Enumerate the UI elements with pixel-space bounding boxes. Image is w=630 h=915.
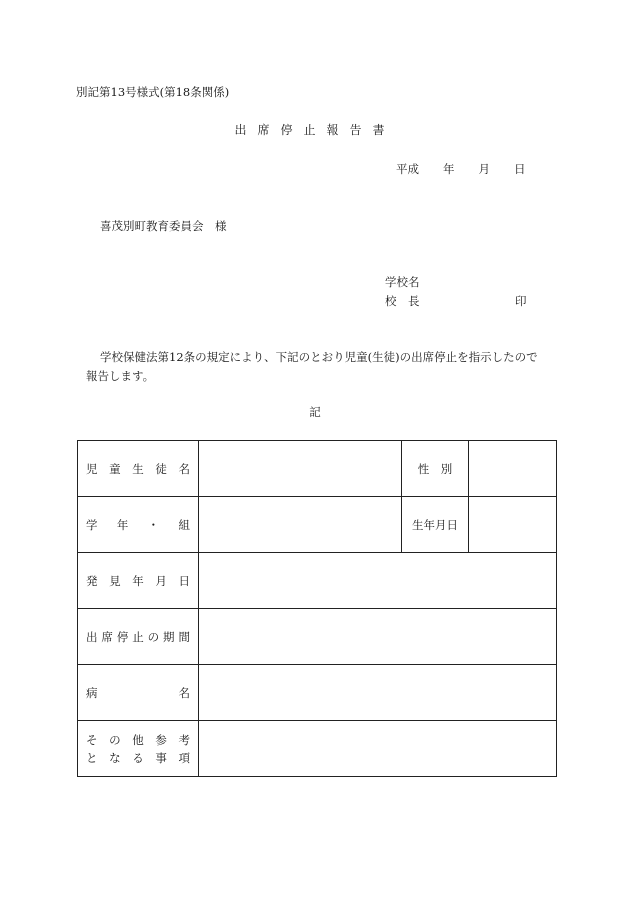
grade-class-label xyxy=(78,497,199,553)
table-row xyxy=(78,553,557,609)
label-char: る xyxy=(132,750,144,765)
label-char: 童 xyxy=(109,461,121,476)
table-row xyxy=(78,665,557,721)
label-char: 席 xyxy=(101,629,113,644)
other-notes-label xyxy=(78,721,199,777)
suspension-period-label xyxy=(78,609,199,665)
discovery-date-field[interactable] xyxy=(199,553,557,609)
date-year-label: 年 xyxy=(443,162,455,176)
table-row xyxy=(78,497,557,553)
suspension-period-field[interactable] xyxy=(199,609,557,665)
label-char: 年 xyxy=(132,573,144,588)
label-char: 生 xyxy=(132,461,144,476)
student-name-field[interactable] xyxy=(199,441,402,497)
label-char: 項 xyxy=(178,750,190,765)
label-char: 発 xyxy=(86,573,98,588)
school-block xyxy=(385,273,530,311)
label-char: 学 xyxy=(86,517,98,532)
label-char: な xyxy=(109,750,121,765)
label-char: の xyxy=(147,629,160,644)
label-char: の xyxy=(109,732,121,747)
form-number: 別記第13号様式(第18条関係) xyxy=(76,85,230,99)
body-line-1: 学校保健法第12条の規定により、下記のとおり児童(生徒)の出席停止を指示したので xyxy=(100,350,538,364)
disease-name-field[interactable] xyxy=(199,665,557,721)
label-char: 病 xyxy=(86,685,98,700)
label-char: 日 xyxy=(178,573,190,588)
date-line xyxy=(396,161,526,177)
date-era: 平成 xyxy=(396,162,419,176)
student-name-label xyxy=(78,441,199,497)
table-row xyxy=(78,609,557,665)
label-char: 名 xyxy=(178,461,190,476)
label-char: 児 xyxy=(86,461,98,476)
discovery-date-label xyxy=(78,553,199,609)
gender-field[interactable] xyxy=(469,441,557,497)
document-title: 出席停止報告書 xyxy=(234,123,396,137)
date-month-label: 月 xyxy=(478,162,490,176)
body-text xyxy=(86,348,538,386)
ki-label: 記 xyxy=(309,405,321,419)
addressee: 喜茂別町教育委員会 様 xyxy=(100,219,227,233)
table-row xyxy=(78,721,557,777)
grade-class-field[interactable] xyxy=(199,497,402,553)
disease-name-label xyxy=(78,665,199,721)
birth-date-field[interactable] xyxy=(469,497,557,553)
gender-label: 性 別 xyxy=(402,441,469,497)
label-char: 停 xyxy=(116,629,129,644)
label-char: 見 xyxy=(109,573,121,588)
principal-label: 校 長 xyxy=(385,294,420,308)
label-char: 月 xyxy=(155,573,167,588)
label-char: ・ xyxy=(147,517,160,532)
label-char: 他 xyxy=(132,732,144,747)
label-char: 名 xyxy=(178,685,190,700)
label-char: 止 xyxy=(132,629,144,644)
label-char: 期 xyxy=(163,629,175,644)
label-char: そ xyxy=(86,732,98,747)
label-char: 出 xyxy=(86,629,98,644)
body-line-2: 報告します。 xyxy=(86,369,155,383)
label-char: 組 xyxy=(178,517,190,532)
seal-label: 印 xyxy=(515,294,527,308)
label-char: 参 xyxy=(155,732,167,747)
label-char: 事 xyxy=(155,750,167,765)
label-char: 徒 xyxy=(155,461,167,476)
label-char: と xyxy=(86,750,98,765)
birth-date-label: 生年月日 xyxy=(402,497,469,553)
record-table xyxy=(77,440,557,777)
date-day-label: 日 xyxy=(514,162,526,176)
school-name-label: 学校名 xyxy=(385,275,420,289)
label-char: 考 xyxy=(178,732,190,747)
label-char: 年 xyxy=(116,517,129,532)
other-notes-field[interactable] xyxy=(199,721,557,777)
table-row xyxy=(78,441,557,497)
label-char: 間 xyxy=(178,629,190,644)
